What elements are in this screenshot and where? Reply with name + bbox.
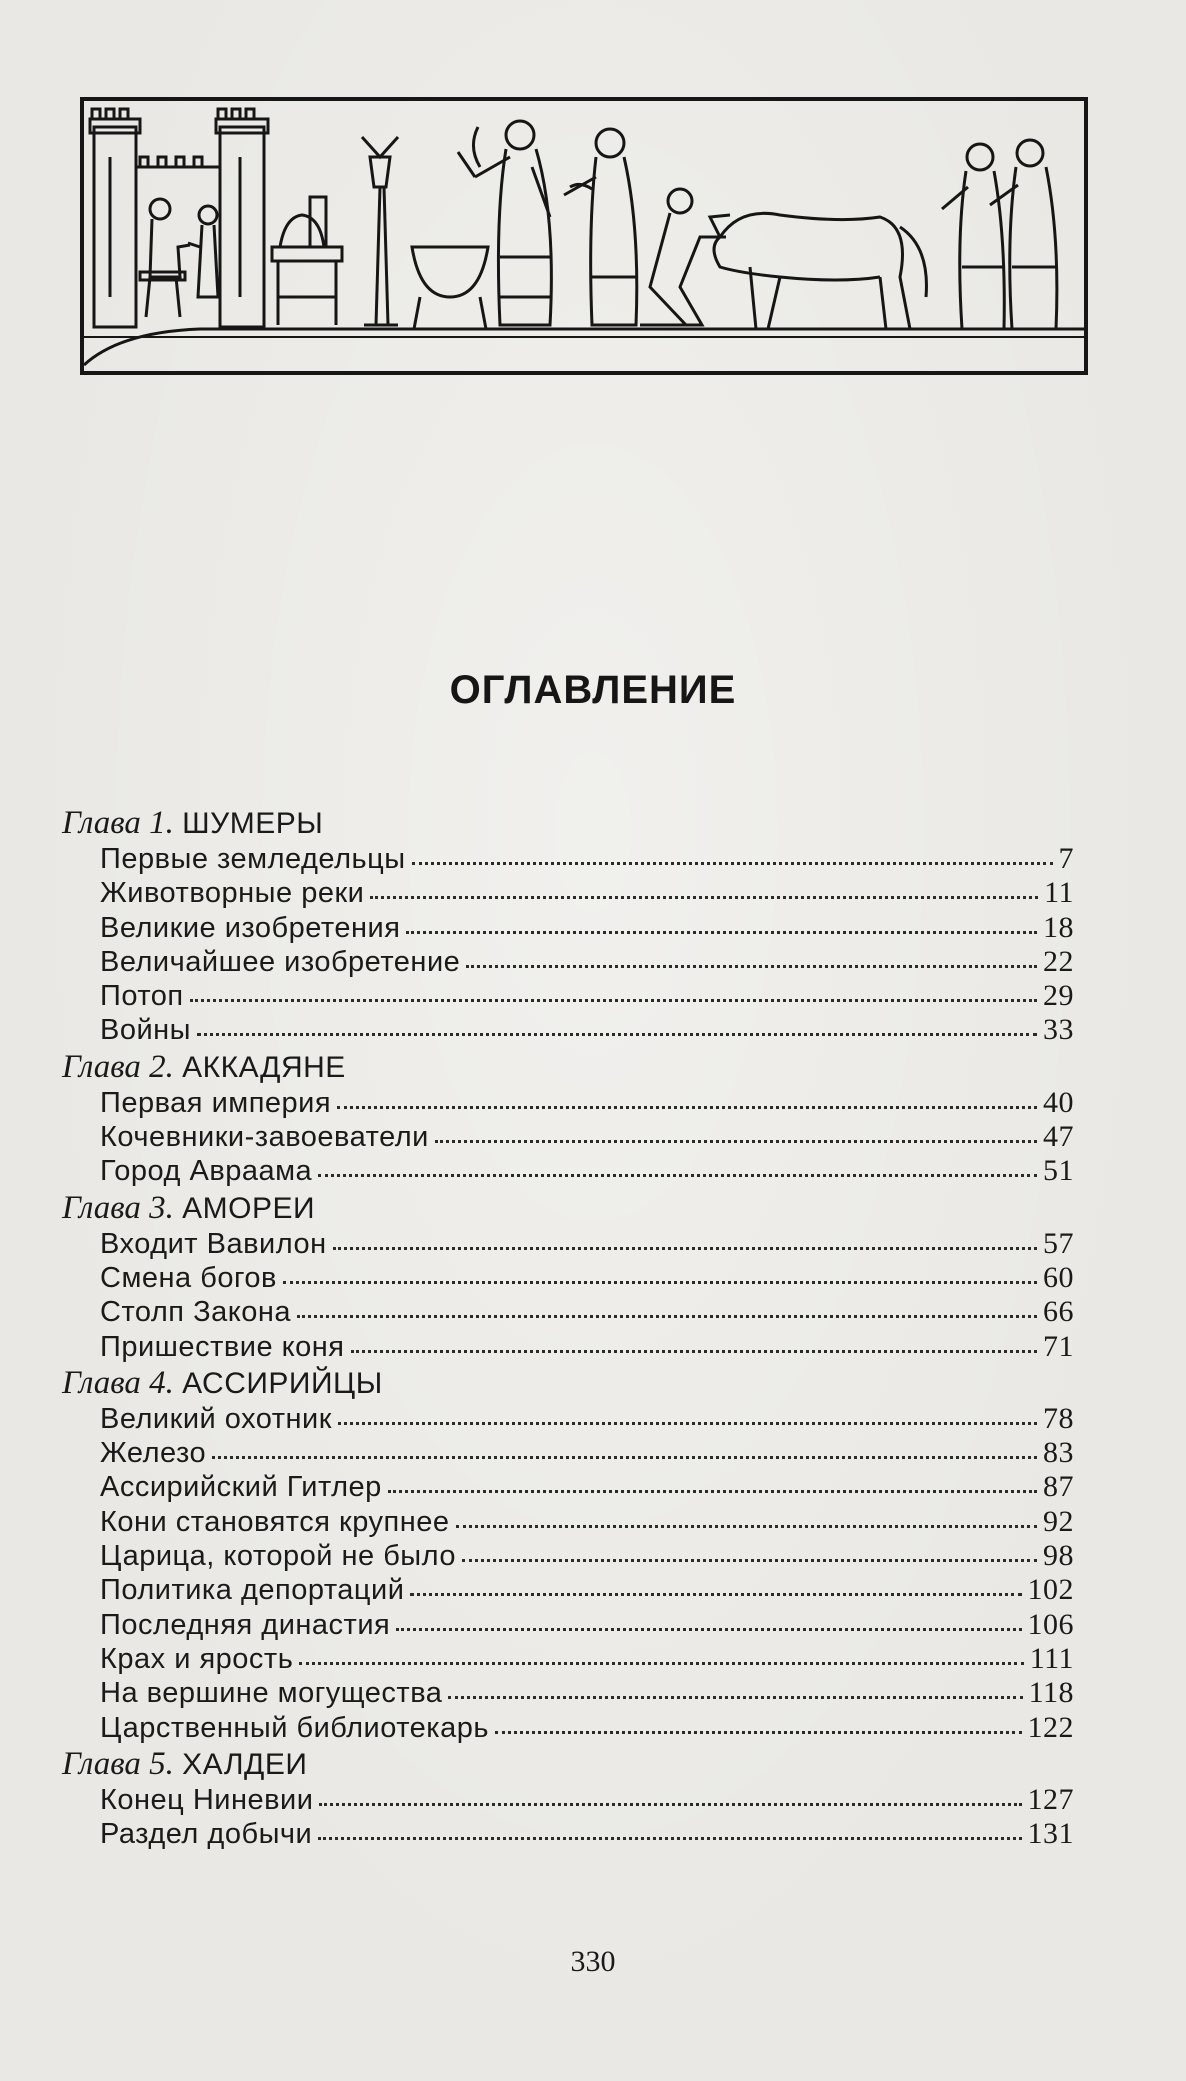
toc-entry bbox=[62, 1013, 1074, 1047]
dot-leader bbox=[351, 1344, 1038, 1353]
toc-entry bbox=[62, 1711, 1074, 1745]
entry-page-number: 47 bbox=[1043, 1120, 1074, 1154]
entry-title: Первая империя bbox=[100, 1086, 332, 1119]
entry-title: Последняя династия bbox=[100, 1608, 391, 1641]
chapter-heading bbox=[62, 1048, 1074, 1086]
toc-entry bbox=[62, 1295, 1074, 1329]
toc-entry bbox=[62, 1154, 1074, 1188]
entry-page-number: 122 bbox=[1027, 1710, 1074, 1744]
chapter-label: Глава 1. bbox=[62, 805, 174, 841]
entry-page-number: 22 bbox=[1043, 944, 1074, 978]
dot-leader bbox=[388, 1484, 1037, 1493]
entry-title: Животворные реки bbox=[100, 877, 365, 910]
entry-title: Потоп bbox=[100, 980, 184, 1013]
dot-leader bbox=[406, 925, 1037, 934]
chapter-heading bbox=[62, 1189, 1074, 1227]
chapter-title: АМОРЕИ bbox=[182, 1191, 316, 1225]
entry-title: Ассирийский Гитлер bbox=[100, 1471, 382, 1504]
dot-leader bbox=[448, 1690, 1022, 1699]
entry-title: Политика депортаций bbox=[100, 1574, 405, 1607]
dot-leader bbox=[190, 993, 1037, 1002]
dot-leader bbox=[318, 1168, 1037, 1177]
toc-entry bbox=[62, 1817, 1074, 1851]
toc-entry bbox=[62, 911, 1074, 945]
toc-entry bbox=[62, 876, 1074, 910]
dot-leader bbox=[337, 1100, 1037, 1109]
dot-leader bbox=[462, 1553, 1037, 1562]
entry-title: Раздел добычи bbox=[100, 1818, 313, 1851]
dot-leader bbox=[412, 856, 1053, 865]
entry-title: Царственный библиотекарь bbox=[100, 1711, 489, 1744]
entry-page-number: 29 bbox=[1043, 979, 1074, 1013]
toc-entry bbox=[62, 1120, 1074, 1154]
table-of-contents bbox=[62, 804, 1074, 1851]
dot-leader bbox=[318, 1831, 1021, 1840]
dot-leader bbox=[283, 1275, 1037, 1284]
entry-title: Входит Вавилон bbox=[100, 1227, 327, 1260]
dot-leader bbox=[396, 1622, 1021, 1631]
toc-entry bbox=[62, 1783, 1074, 1817]
entry-title: Кочевники-завоеватели bbox=[100, 1121, 429, 1154]
entry-page-number: 131 bbox=[1027, 1817, 1074, 1851]
entry-title: На вершине могущества bbox=[100, 1677, 443, 1710]
dot-leader bbox=[197, 1027, 1037, 1036]
chapter-title: АККАДЯНЕ bbox=[182, 1050, 346, 1084]
dot-leader bbox=[338, 1416, 1037, 1425]
entry-page-number: 40 bbox=[1043, 1085, 1074, 1119]
toc-entry bbox=[62, 1470, 1074, 1504]
entry-page-number: 83 bbox=[1043, 1436, 1074, 1470]
chapter-heading bbox=[62, 804, 1074, 842]
entry-title: Царица, которой не было bbox=[100, 1540, 457, 1573]
entry-title: Смена богов bbox=[100, 1261, 277, 1294]
toc-entry bbox=[62, 1505, 1074, 1539]
chapter-label: Глава 5. bbox=[62, 1745, 174, 1782]
toc-entry bbox=[62, 1676, 1074, 1710]
toc-entry bbox=[62, 1436, 1074, 1470]
toc-entry bbox=[62, 1573, 1074, 1607]
entry-page-number: 98 bbox=[1043, 1539, 1074, 1573]
dot-leader bbox=[410, 1587, 1021, 1596]
entry-title: Войны bbox=[100, 1014, 192, 1047]
entry-title: Первые земледельцы bbox=[100, 843, 406, 875]
entry-title: Крах и ярость bbox=[100, 1642, 294, 1675]
entry-page-number: 106 bbox=[1027, 1607, 1074, 1641]
dot-leader bbox=[333, 1241, 1037, 1250]
toc-entry bbox=[62, 1261, 1074, 1295]
entry-page-number: 87 bbox=[1043, 1470, 1074, 1504]
dot-leader bbox=[212, 1450, 1037, 1459]
toc-entry bbox=[62, 1227, 1074, 1261]
entry-page-number: 111 bbox=[1029, 1641, 1074, 1675]
toc-entry bbox=[62, 1086, 1074, 1120]
entry-page-number: 102 bbox=[1027, 1573, 1074, 1607]
dot-leader bbox=[495, 1725, 1022, 1734]
entry-page-number: 18 bbox=[1043, 910, 1074, 944]
dot-leader bbox=[435, 1134, 1037, 1143]
entry-page-number: 33 bbox=[1043, 1013, 1074, 1047]
toc-entry bbox=[62, 1402, 1074, 1436]
relief-drawing bbox=[80, 97, 1088, 375]
entry-page-number: 7 bbox=[1058, 842, 1074, 875]
chapter-title: ХАЛДЕИ bbox=[182, 1747, 308, 1781]
toc-entry bbox=[62, 1642, 1074, 1676]
dot-leader bbox=[370, 890, 1038, 899]
chapter-label: Глава 4. bbox=[62, 1364, 174, 1401]
dot-leader bbox=[299, 1656, 1023, 1665]
chapter-heading bbox=[62, 1364, 1074, 1402]
entry-title: Кони становятся крупнее bbox=[100, 1505, 450, 1538]
entry-title: Великие изобретения bbox=[100, 911, 401, 944]
toc-entry bbox=[62, 979, 1074, 1013]
toc-entry bbox=[62, 1608, 1074, 1642]
entry-page-number: 60 bbox=[1043, 1260, 1074, 1294]
entry-title: Конец Ниневии bbox=[100, 1783, 314, 1816]
toc-entry bbox=[62, 1330, 1074, 1364]
entry-title: Величайшее изобретение bbox=[100, 945, 461, 978]
toc-title: ОГЛАВЛЕНИЕ bbox=[449, 668, 737, 712]
entry-title: Великий охотник bbox=[100, 1402, 332, 1435]
entry-page-number: 118 bbox=[1028, 1676, 1074, 1710]
chapter-label: Глава 2. bbox=[62, 1048, 174, 1085]
toc-entry bbox=[62, 945, 1074, 979]
chapter-heading bbox=[62, 1745, 1074, 1783]
dot-leader bbox=[456, 1519, 1038, 1528]
entry-page-number: 71 bbox=[1043, 1329, 1074, 1363]
entry-title: Столп Закона bbox=[100, 1296, 292, 1329]
toc-entry bbox=[62, 842, 1074, 876]
assyrian-relief-illustration bbox=[80, 97, 1088, 375]
entry-page-number: 11 bbox=[1044, 876, 1074, 910]
page-number: 330 bbox=[570, 1945, 616, 1978]
entry-title: Железо bbox=[100, 1437, 207, 1470]
entry-page-number: 66 bbox=[1043, 1295, 1074, 1329]
entry-title: Пришествие коня bbox=[100, 1330, 345, 1363]
dot-leader bbox=[466, 959, 1037, 968]
entry-page-number: 51 bbox=[1043, 1154, 1074, 1188]
toc-entry bbox=[62, 1539, 1074, 1573]
entry-page-number: 78 bbox=[1043, 1401, 1074, 1435]
dot-leader bbox=[297, 1309, 1037, 1318]
chapter-label: Глава 3. bbox=[62, 1189, 174, 1226]
chapter-title: АССИРИЙЦЫ bbox=[182, 1366, 383, 1400]
chapter-title: ШУМЕРЫ bbox=[182, 807, 324, 840]
entry-page-number: 57 bbox=[1043, 1226, 1074, 1260]
dot-leader bbox=[319, 1797, 1021, 1806]
entry-page-number: 92 bbox=[1043, 1504, 1074, 1538]
entry-title: Город Авраама bbox=[100, 1155, 313, 1188]
entry-page-number: 127 bbox=[1027, 1782, 1074, 1816]
